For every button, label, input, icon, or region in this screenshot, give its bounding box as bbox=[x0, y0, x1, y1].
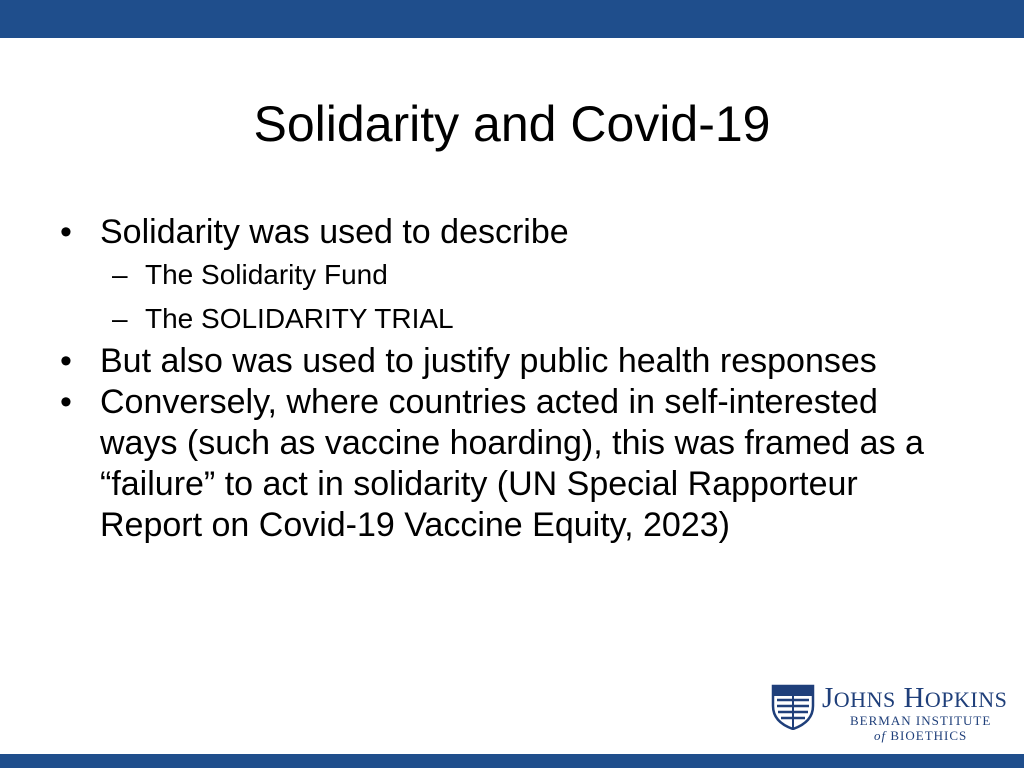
dash-mark: – bbox=[112, 259, 128, 290]
bullet-item bbox=[60, 382, 960, 546]
logo-name: JOHNS HOPKINS bbox=[822, 682, 1008, 714]
logo-bioethics-line: of BIOETHICS bbox=[874, 728, 968, 743]
bullet-mark: • bbox=[60, 342, 72, 380]
bullet-item bbox=[60, 212, 960, 253]
slide-content bbox=[60, 212, 960, 546]
sub-bullet-item bbox=[60, 253, 960, 297]
bullet-mark: • bbox=[60, 383, 72, 421]
sub-bullet-text: The SOLIDARITY TRIAL bbox=[145, 303, 454, 334]
shield-band bbox=[773, 686, 813, 696]
top-accent-bar bbox=[0, 0, 1024, 38]
bullet-mark: • bbox=[60, 213, 72, 251]
slide-title: Solidarity and Covid-19 bbox=[253, 96, 771, 152]
bullet-item bbox=[60, 341, 960, 382]
bullet-text: Solidarity was used to describe bbox=[100, 213, 569, 251]
logo-institute-line: BERMAN INSTITUTE bbox=[850, 713, 992, 728]
bottom-accent-bar bbox=[0, 754, 1024, 768]
sub-bullet-text: The Solidarity Fund bbox=[145, 259, 388, 290]
sub-bullet-item bbox=[60, 297, 960, 341]
bullet-text: But also was used to justify public health responses bbox=[100, 342, 877, 380]
dash-mark: – bbox=[112, 303, 128, 334]
bullet-text: Conversely, where countries acted in self-interested ways (such as vaccine hoarding), this was framed as a “failure” to act in solidarity (UN Special Rapporteur Report on Covid-19 Vaccine Equity, 2023) bbox=[100, 383, 924, 544]
johns-hopkins-berman-logo bbox=[770, 680, 1018, 746]
university-shield-icon bbox=[770, 682, 816, 730]
